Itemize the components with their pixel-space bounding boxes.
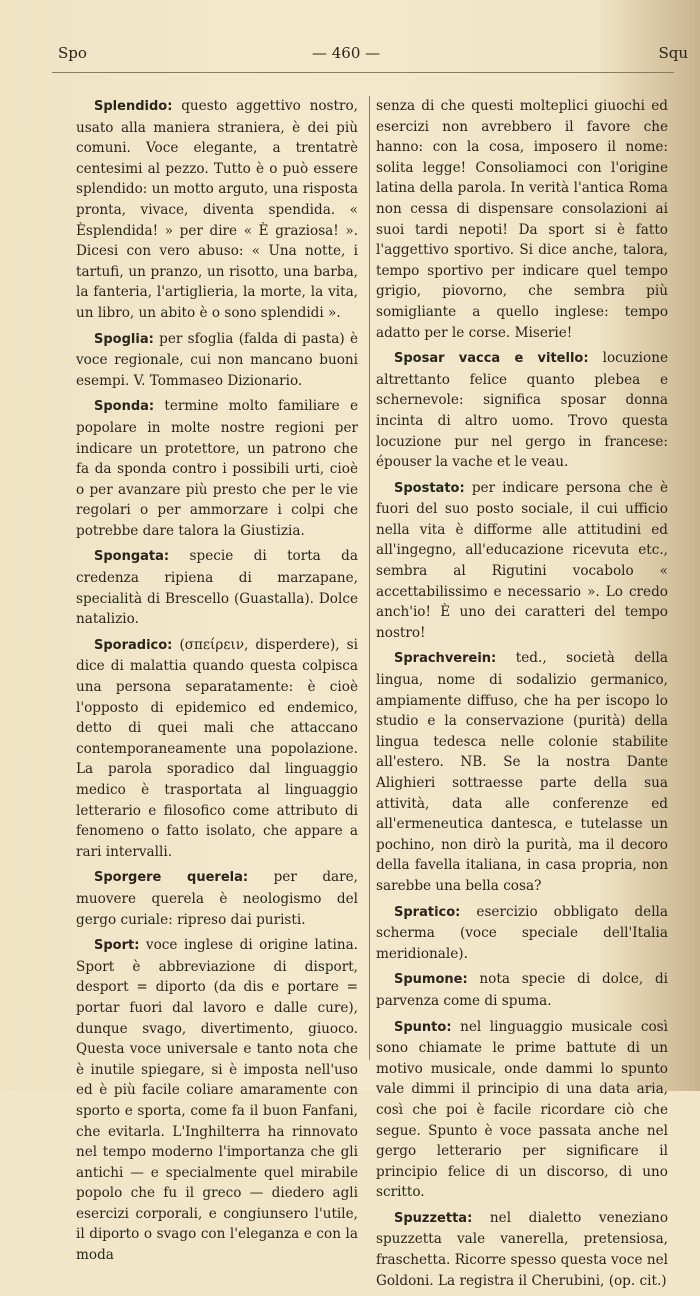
entry-spoglia	[76, 329, 358, 392]
entry-spunto	[376, 1017, 668, 1203]
header-rule	[52, 72, 674, 73]
entry-text: esercizio obbligato della scherma (voce speciale dell'Italia meridionale).	[376, 903, 668, 962]
headword: Spumone:	[394, 972, 468, 988]
running-head-left: Spo	[58, 44, 87, 62]
running-head-right: Squ	[658, 44, 688, 62]
page-number: — 460 —	[312, 44, 381, 62]
entry-spongata	[76, 546, 358, 629]
right-column	[376, 96, 668, 1296]
entry-text: questo aggettivo nostro, usato alla maniera straniera, è dei più comuni. Voce elegante, a trentatrè centesimi al pezzo. Tutto è o può essere splendido: un motto arguto, una risposta pronta, vivace, diventa spendida. « Èsplendida! » per dire « È graziosa! ». Dicesi con vero abuso: « Una notte, i tartufi, un pranzo, un risotto, una barba, la fanteria, l'artiglieria, la morte, la vita, un libro, un abito è o sono splendidi ».	[76, 98, 358, 321]
entry-text: termine molto familiare e popolare in molte nostre regioni per indicare un protettore, un patrono che fa da sponda contro i possibili urti, cioè o per avanzare più presto che per le vie regolari o per ammorzare i colpi che potrebbe dare talora la Giustizia.	[76, 398, 358, 539]
entry-text: ted., società della lingua, nome di sodalizio germanico, ampiamente diffuso, che ha per iscopo lo studio e la conservazione (purità) della lingua tedesca nelle colonie stabilite all'estero. NB. Se la nostra Dante Alighieri sottraesse parte della sua attività, data alle conferenze ed all'ermeneutica dantesca, e tutelasse un pochino, non dirò la purità, ma il decoro della favella italiana, in casa propria, non sarebbe una bella cosa?	[376, 650, 668, 894]
entry-sport	[76, 935, 358, 1266]
entry-text: senza di che questi molteplici giuochi ed esercizi non avrebbero il favore che hanno: con la cosa, imposero il nome: solita legge! Consoliamoci con l'origine latina della parola. In verità l'antica Roma non cessa di dispensare consolazioni ai suoi tardi nepoti! Da sport si è fatto l'aggettivo sportivo. Si dice anche, talora, tempo sportivo per indicare quel tempo grigio, piovorno, che sembra più somigliante a quello inglese: tempo adatto per le corse. Miserie!	[376, 98, 668, 341]
entry-sprachverein	[376, 648, 668, 896]
entry-text: per dare, muovere querela è neologismo del gergo curiale: ripreso dai puristi.	[76, 869, 358, 928]
headword: Sporadico:	[94, 637, 173, 653]
entry-sport-continued	[376, 96, 668, 343]
entry-text: per indicare persona che è fuori del suo posto sociale, il cui ufficio nella vita è difforme alle attitudini ed all'ingegno, all'educazione ricevuta etc., sembra al Rigutini vocabolo « accettabilissimo e necessario ». Lo credo anch'io! È uno dei caratteri del tempo nostro!	[376, 479, 668, 641]
headword: Spoglia:	[94, 331, 154, 347]
entry-splendido	[76, 96, 358, 324]
entry-sposar-vacca	[376, 348, 668, 473]
entry-text: (σπείρειν, disperdere), si dice di malattia quando questa colpisca una persona separatamente: è cioè l'opposto di epidemico ed endemico, detto di quei mali che attaccano contemporaneamente una popolazione. La parola sporadico dal linguaggio medico è trasportata al linguaggio letterario e filosofico come attributo di fenomeno o fatto isolato, che appare a rari intervalli.	[76, 636, 358, 860]
entry-text: nel dialetto veneziano spuzzetta vale vanerella, pretensiosa, fraschetta. Ricorre spesso questa voce nel Goldoni. La registra il Cherubini, (op. cit.)	[376, 1209, 668, 1289]
left-column	[76, 96, 358, 1271]
headword: Sposar vacca e vitello:	[394, 351, 589, 367]
headword: Spostato:	[394, 480, 465, 496]
entry-spuzzetta	[376, 1208, 668, 1291]
entry-text: specie di torta da credenza ripiena di marzapane, specialità di Brescello (Guastalla). Dolce natalizio.	[76, 548, 358, 628]
headword: Spuzzetta:	[394, 1210, 473, 1226]
column-divider	[369, 96, 370, 1060]
entry-text: per sfoglia (falda di pasta) è voce regionale, cui non mancano buoni esempi. V. Tommaseo Dizionario.	[76, 330, 358, 389]
headword: Sprachverein:	[394, 651, 497, 667]
entry-sporadico	[76, 635, 358, 863]
entry-spostato	[376, 478, 668, 644]
entry-text: voce inglese di origine latina. Sport è abbreviazione di disport, desport = diporto (da dis e portare = portar fuori dal lavoro e dalle cure), dunque svago, divertimento, giuoco. Questa voce universale e tanto nota che è inutile spiegare, si è imposta nell'uso ed è più facile coliare amaramente con sporto e sporta, come fa il buon Fanfani, che evitarla. L'Inghilterra ha rinnovato nel tempo moderno l'importanza che gli antichi — e specialmente quel mirabile popolo che fu il greco — diedero agli esercizi corporali, e congiunsero l'utile, il diporto o svago con l'eleganza e con la moda	[76, 937, 358, 1264]
entry-text: nota specie di dolce, di parvenza come di spuma.	[376, 971, 668, 1009]
headword: Sporgere querela:	[94, 870, 249, 886]
entry-sponda	[76, 396, 358, 541]
entry-spumone	[376, 969, 668, 1011]
headword: Sport:	[94, 938, 140, 954]
headword: Splendido:	[94, 99, 173, 114]
headword: Spratico:	[394, 904, 461, 920]
headword: Spongata:	[94, 549, 170, 565]
entry-spratico	[376, 902, 668, 965]
headword: Sponda:	[94, 399, 155, 415]
entry-sporgere-querela	[76, 867, 358, 930]
entry-text: locuzione altrettanto felice quanto plebea e schernevole: significa sposar donna incinta di altro uomo. Trovo questa locuzione pur nel gergo in francese: épouser la vache et le veau.	[376, 350, 668, 471]
headword: Spunto:	[394, 1019, 452, 1035]
entry-text: nel linguaggio musicale così sono chiamate le prime battute di un motivo musicale, onde dammi lo spunto vale dimmi il principio di una data aria, così che poi è facile ricordare ciò che segue. Spunto è voce passata anche nel gergo letterario per significare il principio felice di un discorso, di uno scritto.	[376, 1018, 668, 1201]
